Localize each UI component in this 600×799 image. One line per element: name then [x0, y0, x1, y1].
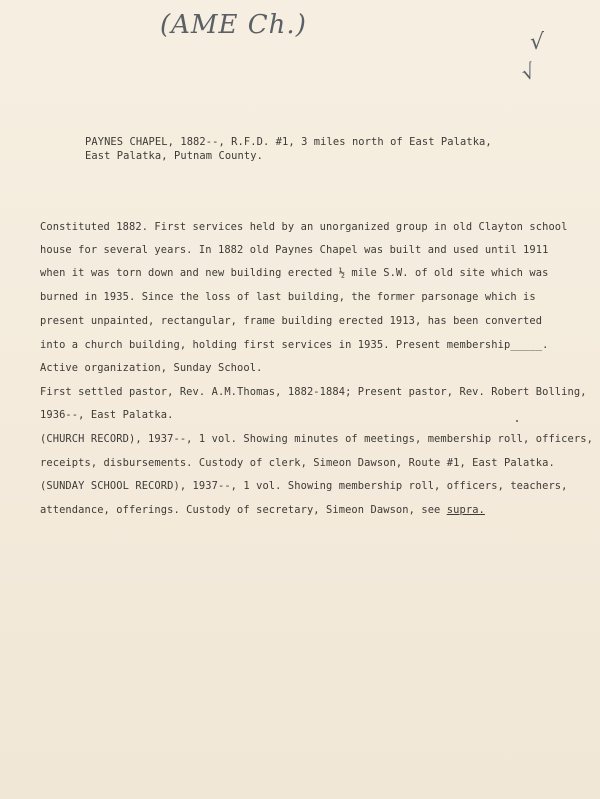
body-line-13-text: attendance, offerings. Custody of secretary, Simeon Dawson, see	[40, 504, 447, 516]
handwritten-note: (AME Ch.)	[160, 10, 307, 40]
body-line-10: (CHURCH RECORD), 1937--, 1 vol. Showing minutes of meetings, membership roll, officers,	[40, 433, 593, 445]
body-line-5: present unpainted, rectangular, frame building erected 1913, has been converted	[40, 315, 543, 327]
body-line-12: (SUNDAY SCHOOL RECORD), 1937--, 1 vol. Showing membership roll, officers, teachers,	[40, 480, 568, 492]
body-line-2: house for several years. In 1882 old Paynes Chapel was built and used until 1911	[40, 244, 549, 256]
body-line-11: receipts, disbursements. Custody of clerk, Simeon Dawson, Route #1, East Palatka.	[40, 457, 555, 469]
body-line-9: 1936--, East Palatka.	[40, 409, 174, 421]
supra-text: supra.	[446, 504, 485, 516]
body-line-6: into a church building, holding first services in 1935. Present membership_____.	[40, 339, 549, 351]
body-line-13	[40, 504, 485, 516]
ink-dot	[516, 420, 518, 422]
body-line-7: Active organization, Sunday School.	[40, 362, 263, 374]
body-line-1: Constituted 1882. First services held by an unorganized group in old Clayton school	[40, 221, 568, 233]
heading-line-1: PAYNES CHAPEL, 1882--, R.F.D. #1, 3 miles north of East Palatka,	[85, 136, 492, 148]
heading-line-2: East Palatka, Putnam County.	[85, 150, 263, 162]
body-line-3: when it was torn down and new building erected ½ mile S.W. of old site which was	[40, 267, 549, 279]
body-line-4: burned in 1935. Since the loss of last building, the former parsonage which is	[40, 291, 536, 303]
check-mark-2: √	[518, 58, 539, 86]
body-line-8: First settled pastor, Rev. A.M.Thomas, 1882-1884; Present pastor, Rev. Robert Bolling,	[40, 386, 587, 398]
check-mark: √	[530, 30, 545, 55]
